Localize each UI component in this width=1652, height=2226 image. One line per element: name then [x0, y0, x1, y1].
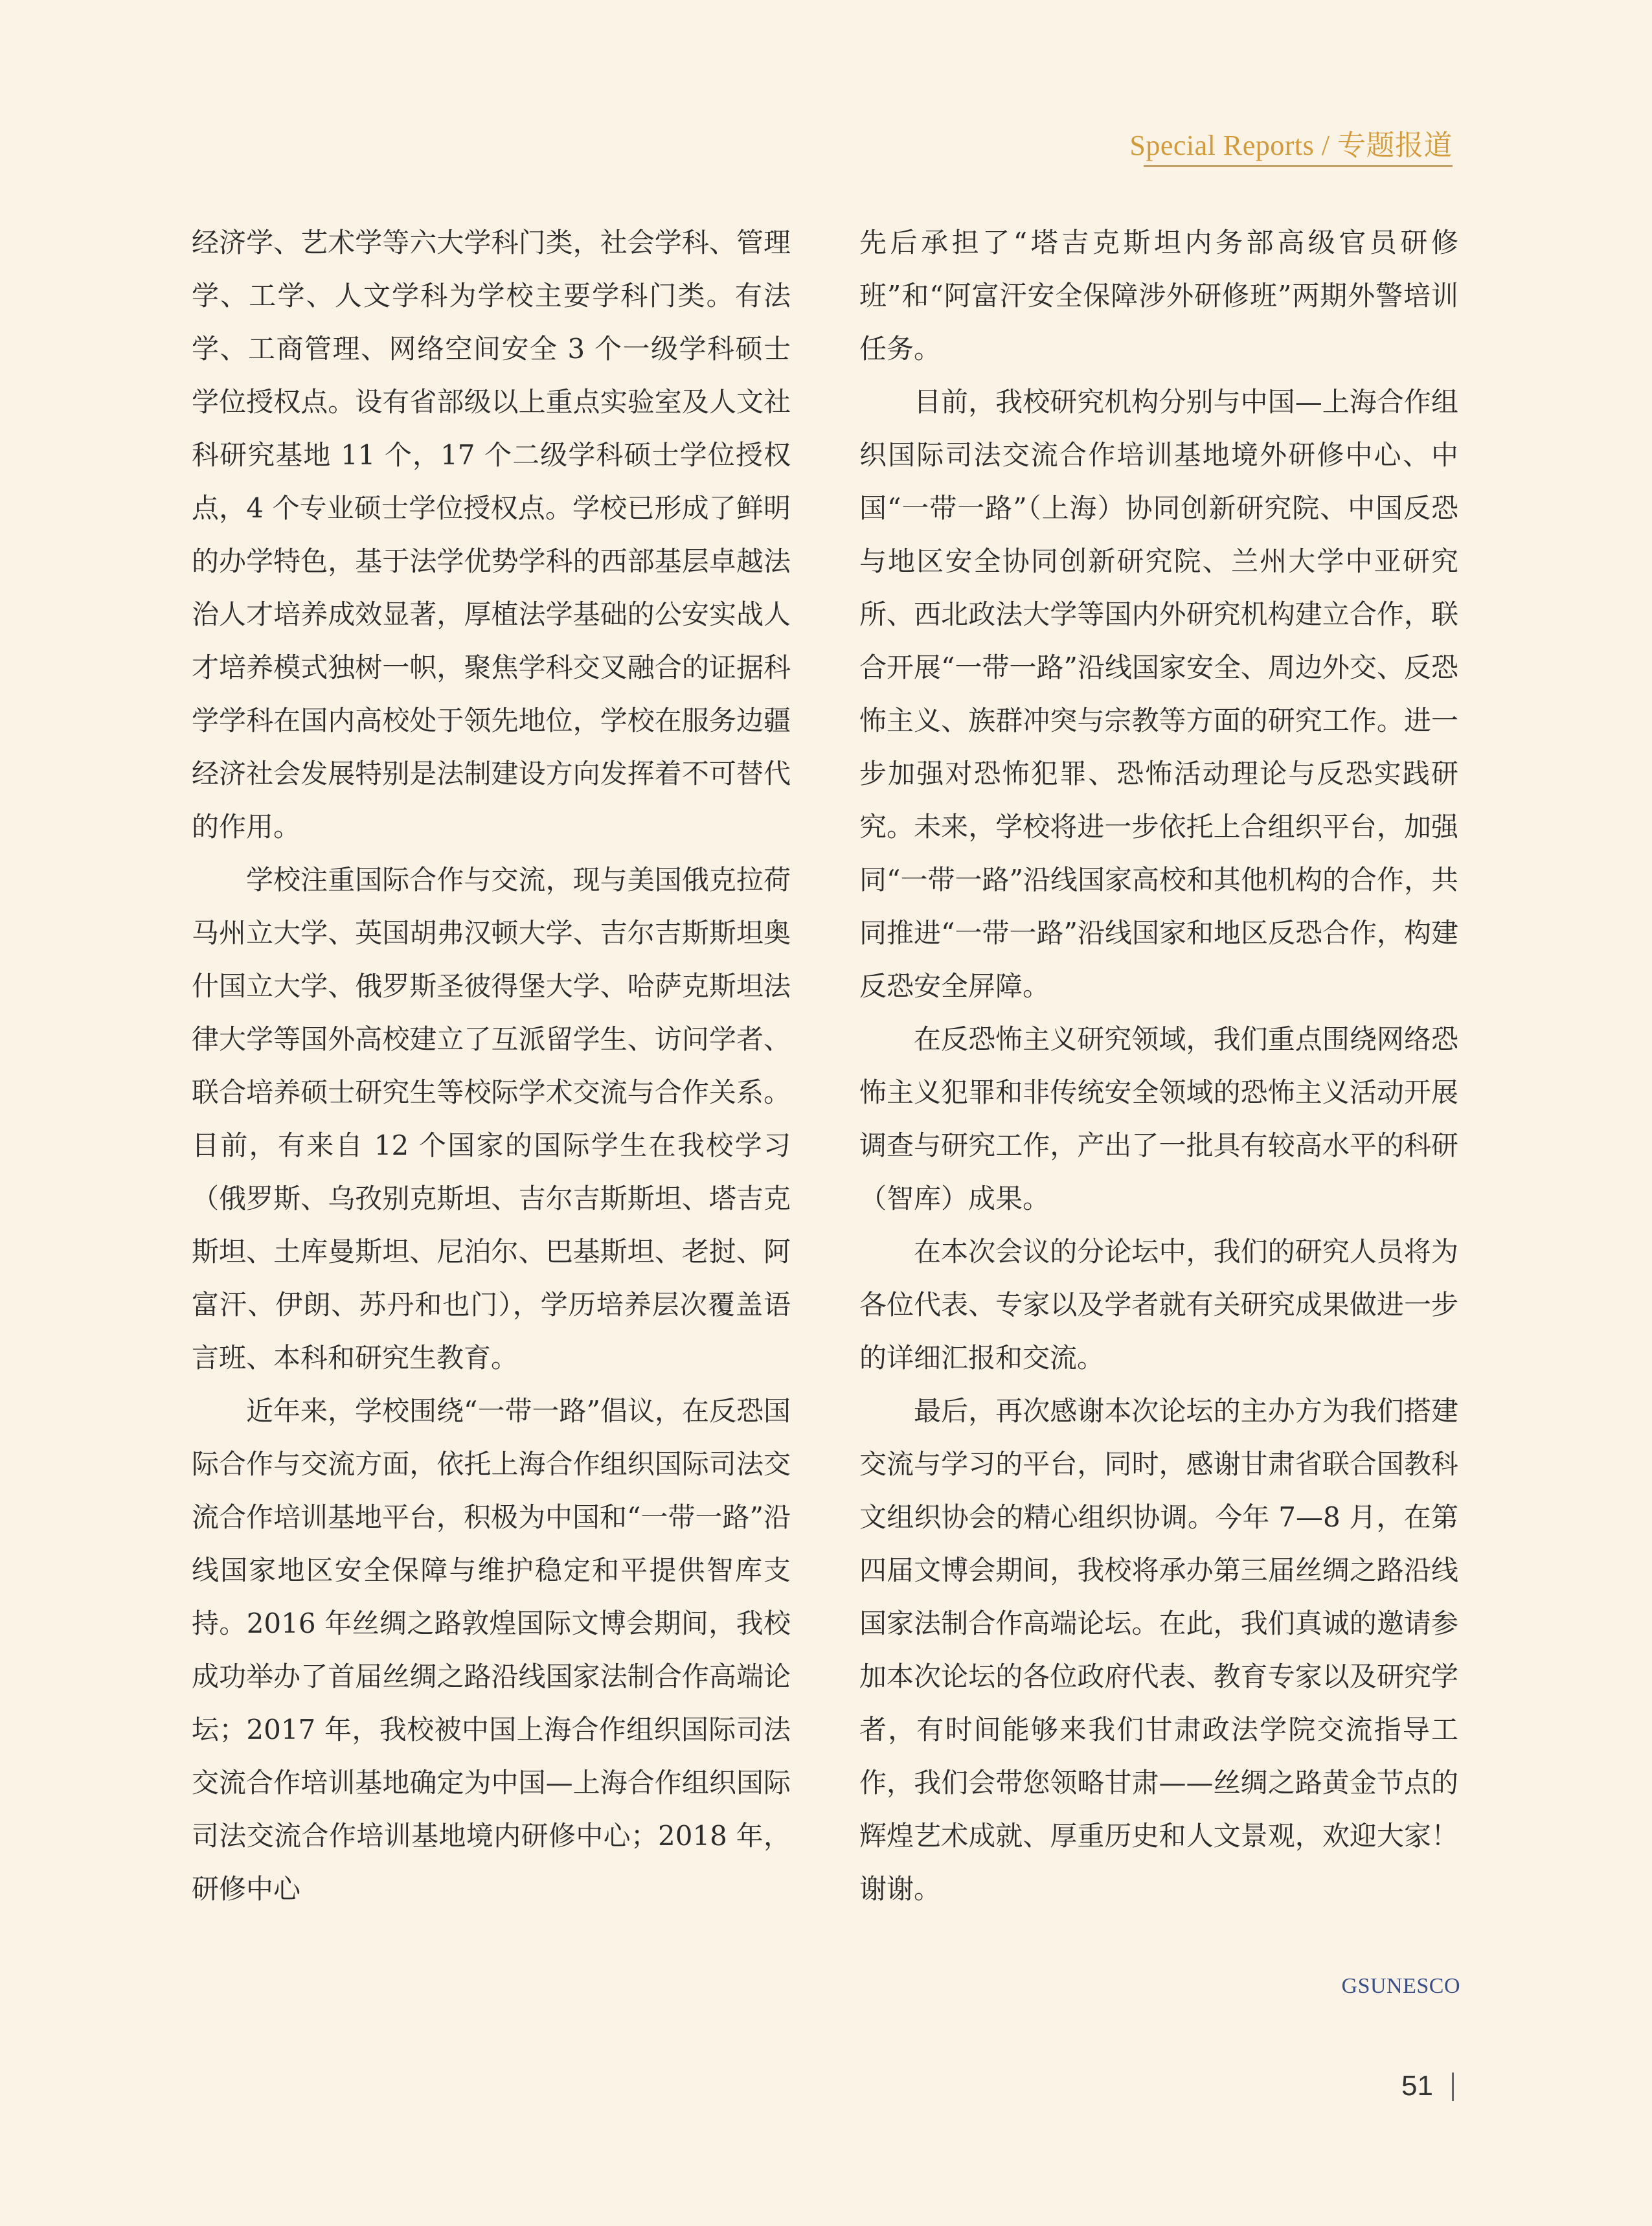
- right-column: [859, 216, 1458, 1916]
- paragraph: 学校注重国际合作与交流，现与美国俄克拉荷马州立大学、英国胡弗汉顿大学、吉尔吉斯斯坦奥什国立大学、俄罗斯圣彼得堡大学、哈萨克斯坦法律大学等国外高校建立了互派留学生、访问学者、联合培养硕士研究生等校际学术交流与合作关系。目前，有来自 12 个国家的国际学生在我校学习（俄罗斯、乌孜别克斯坦、吉尔吉斯斯坦、塔吉克斯坦、土库曼斯坦、尼泊尔、巴基斯坦、老挝、阿富汗、伊朗、苏丹和也门），学历培养层次覆盖语言班、本科和研究生教育。: [192, 864, 791, 1374]
- page-number-divider: [1452, 2073, 1454, 2101]
- paragraph: 在反恐怖主义研究领域，我们重点围绕网络恐怖主义犯罪和非传统安全领域的恐怖主义活动开展调查与研究工作，产出了一批具有较高水平的科研（智库）成果。: [859, 1023, 1458, 1214]
- running-header-section: Special Reports / 专题报道: [1129, 130, 1453, 161]
- paragraph: 最后，再次感谢本次论坛的主办方为我们搭建交流与学习的平台，同时，感谢甘肃省联合国教科文组织协会的精心组织协调。今年 7—8 月，在第四届文博会期间，我校将承办第三届丝绸之路沿线国家法制合作高端论坛。在此，我们真诚的邀请参加本次论坛的各位政府代表、教育专家以及研究学者，有时间能够来我们甘肃政法学院交流指导工作，我们会带您领略甘肃——丝绸之路黄金节点的辉煌艺术成就、厚重历史和人文景观，欢迎大家！谢谢。: [859, 1395, 1458, 1905]
- left-column: [192, 216, 791, 1916]
- sign-off: GSUNESCO: [1341, 1974, 1460, 1998]
- paragraph: 在本次会议的分论坛中，我们的研究人员将为各位代表、专家以及学者就有关研究成果做进一步的详细汇报和交流。: [859, 1236, 1458, 1374]
- paragraph: 先后承担了“塔吉克斯坦内务部高级官员研修班”和“阿富汗安全保障涉外研修班”两期外警培训任务。: [859, 227, 1458, 365]
- header-rule: [1144, 165, 1453, 167]
- page-number: 51: [1401, 2070, 1433, 2102]
- paragraph: 目前，我校研究机构分别与中国—上海合作组织国际司法交流合作培训基地境外研修中心、中国“一带一路”（上海）协同创新研究院、中国反恐与地区安全协同创新研究院、兰州大学中亚研究所、西北政法大学等国内外研究机构建立合作，联合开展“一带一路”沿线国家安全、周边外交、反恐怖主义、族群冲突与宗教等方面的研究工作。进一步加强对恐怖犯罪、恐怖活动理论与反恐实践研究。未来，学校将进一步依托上合组织平台，加强同“一带一路”沿线国家高校和其他机构的合作，共同推进“一带一路”沿线国家和地区反恐合作，构建反恐安全屏障。: [859, 386, 1458, 1002]
- paragraph: 近年来，学校围绕“一带一路”倡议，在反恐国际合作与交流方面，依托上海合作组织国际司法交流合作培训基地平台，积极为中国和“一带一路”沿线国家地区安全保障与维护稳定和平提供智库支持。2016 年丝绸之路敦煌国际文博会期间，我校成功举办了首届丝绸之路沿线国家法制合作高端论坛；2017 年，我校被中国上海合作组织国际司法交流合作培训基地确定为中国—上海合作组织国际司法交流合作培训基地境内研修中心；2018 年，研修中心: [192, 1395, 791, 1905]
- paragraph: 经济学、艺术学等六大学科门类，社会学科、管理学、工学、人文学科为学校主要学科门类。有法学、工商管理、网络空间安全 3 个一级学科硕士学位授权点。设有省部级以上重点实验室及人文社科研究基地 11 个，17 个二级学科硕士学位授权点，4 个专业硕士学位授权点。学校已形成了鲜明的办学特色，基于法学优势学科的西部基层卓越法治人才培养成效显著，厚植法学基础的公安实战人才培养模式独树一帜，聚焦学科交叉融合的证据科学学科在国内高校处于领先地位，学校在服务边疆经济社会发展特别是法制建设方向发挥着不可替代的作用。: [192, 227, 791, 843]
